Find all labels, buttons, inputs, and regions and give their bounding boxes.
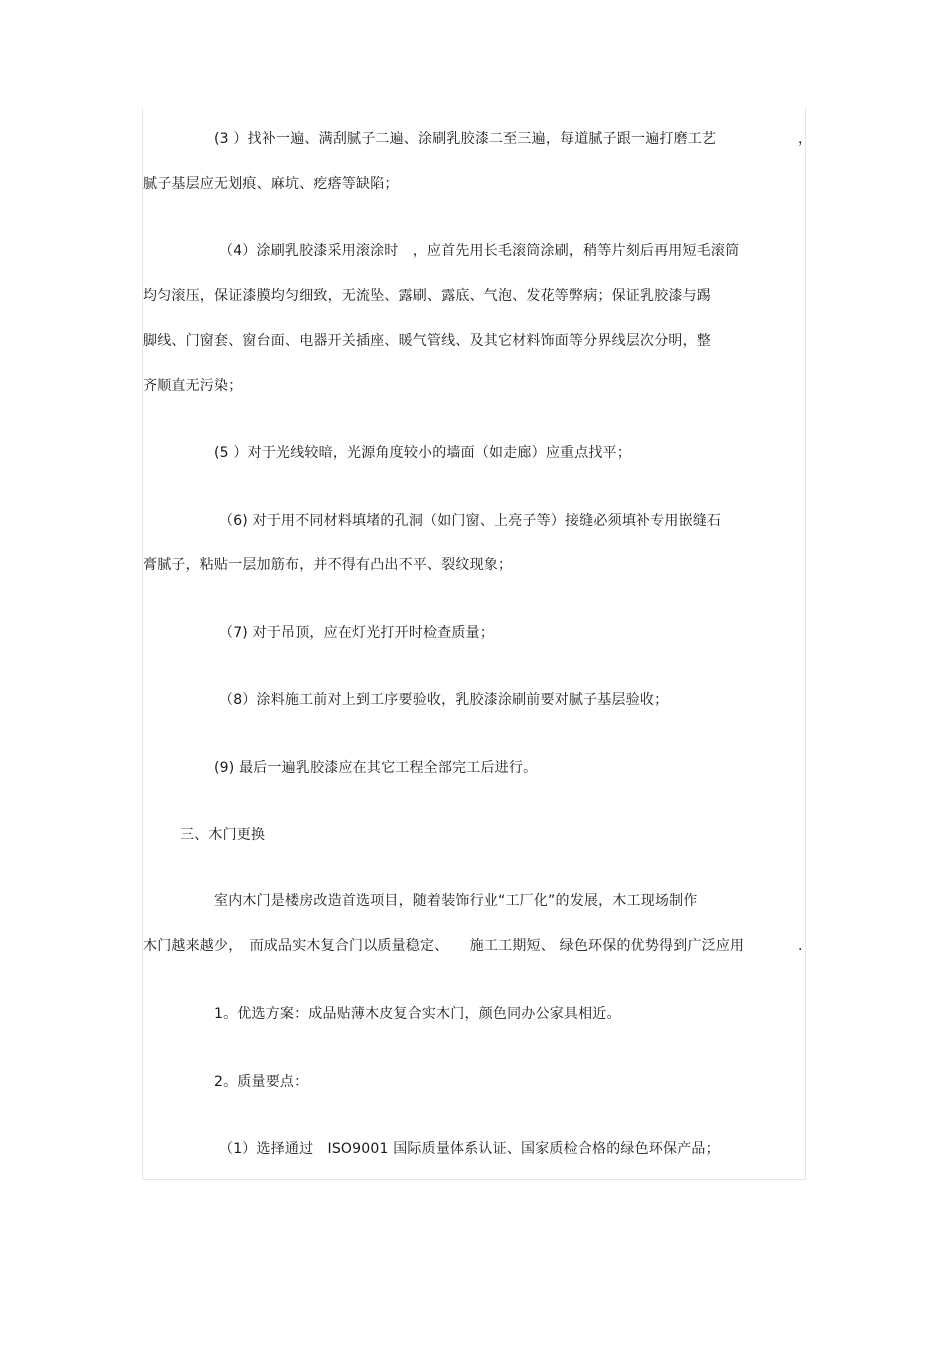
item-4-line-3: 脚线、门窗套、窗台面、电器开关插座、暖气管线、及其它材料饰面等分界线层次分明，整 bbox=[143, 333, 711, 349]
item-5-line-1: (5 ）对于光线较暗，光源角度较小的墙面（如走廊）应重点找平； bbox=[214, 445, 632, 461]
section-3-para-line-2-end: . bbox=[798, 938, 803, 954]
item-3-line-1-end: ， bbox=[798, 131, 812, 147]
point-1: 1。优选方案：成品贴薄木皮复合实木门，颜色同办公家具相近。 bbox=[214, 1006, 621, 1022]
item-6-line-1: （6) 对于用不同材料填堵的孔洞（如门窗、上亮子等）接缝必须填补专用嵌缝石 bbox=[219, 513, 722, 529]
item-3-line-2: 腻子基层应无划痕、麻坑、疙瘩等缺陷； bbox=[143, 176, 399, 192]
section-3-para-line-2: 木门越来越少， 而成品实木复合门以质量稳定、 施工工期短、 绿色环保的优势得到广泛应用 bbox=[143, 938, 745, 954]
item-4-line-1: （4）涂刷乳胶漆采用滚涂时 ，应首先用长毛滚筒涂刷，稍等片刻后再用短毛滚筒 bbox=[219, 243, 740, 259]
point-2: 2。质量要点： bbox=[214, 1074, 309, 1090]
item-9-line-1: (9) 最后一遍乳胶漆应在其它工程全部完工后进行。 bbox=[214, 760, 538, 776]
section-3-para-line-1: 室内木门是楼房改造首选项目，随着装饰行业“工厂化”的发展，木工现场制作 bbox=[214, 893, 698, 909]
item-3-line-1: (3 ）找补一遍、满刮腻子二遍、涂刷乳胶漆二至三遍，每道腻子跟一遍打磨工艺 bbox=[214, 131, 717, 147]
item-6-line-2: 膏腻子，粘贴一层加筋布，并不得有凸出不平、裂纹现象； bbox=[143, 557, 513, 573]
item-8-line-1: （8）涂料施工前对上到工序要验收，乳胶漆涂刷前要对腻子基层验收； bbox=[219, 692, 669, 708]
item-7-line-1: （7) 对于吊顶，应在灯光打开时检查质量； bbox=[219, 625, 495, 641]
section-3-heading: 三、木门更换 bbox=[180, 827, 266, 843]
item-4-line-4: 齐顺直无污染； bbox=[143, 378, 243, 394]
point-2-item-1: （1）选择通过 ISO9001 国际质量体系认证、国家质检合格的绿色环保产品； bbox=[219, 1141, 720, 1157]
item-4-line-2: 均匀滚压，保证漆膜均匀细致，无流坠、露刷、露底、气泡、发花等弊病；保证乳胶漆与踢 bbox=[143, 288, 711, 304]
